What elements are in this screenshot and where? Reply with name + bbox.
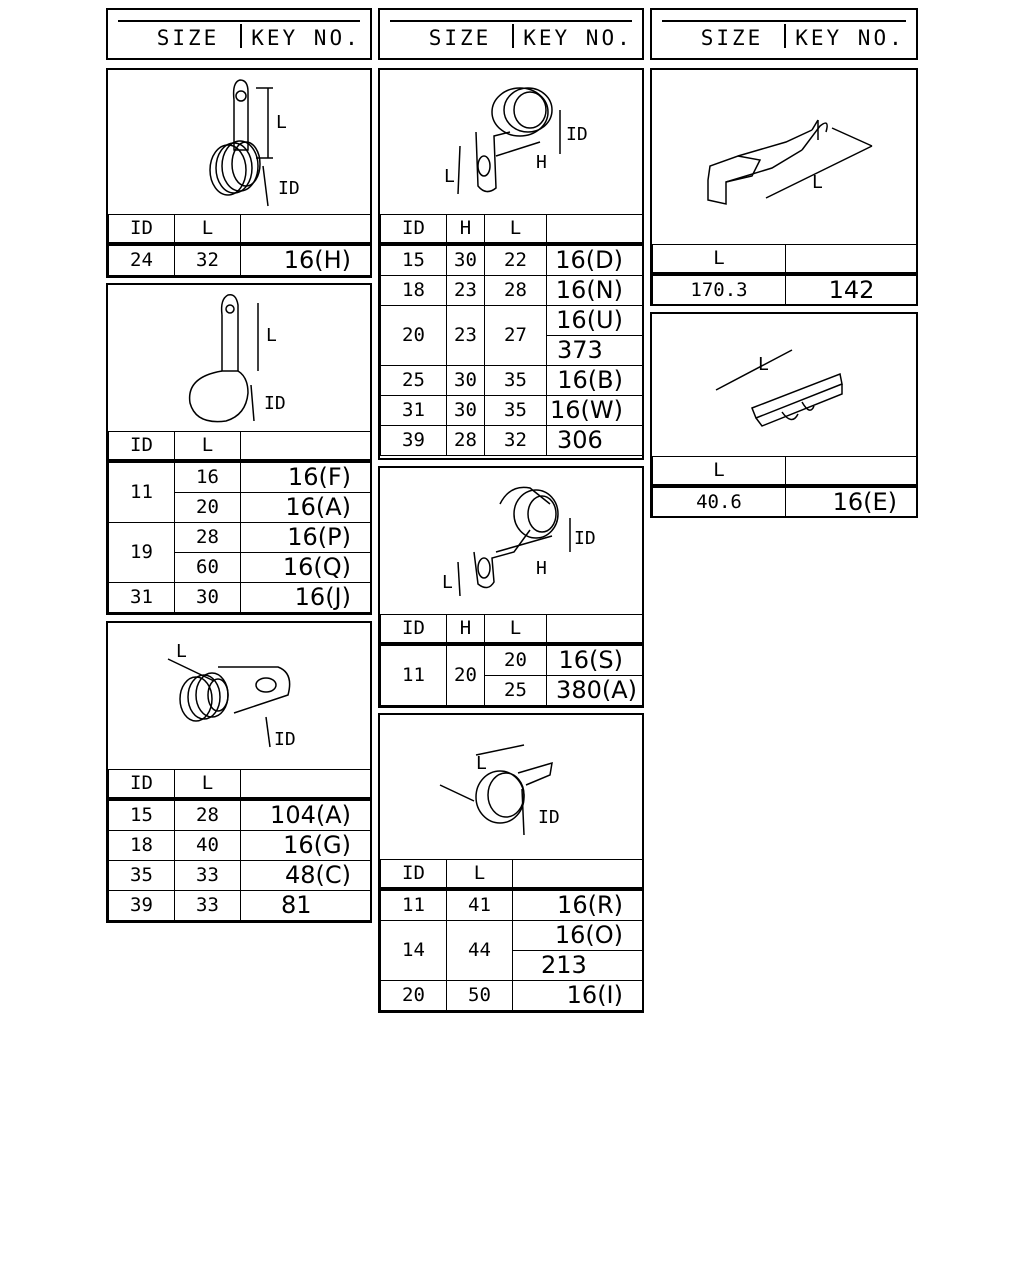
table-cell: 170.3 xyxy=(653,274,786,306)
table-cell xyxy=(547,615,644,645)
table-row xyxy=(381,396,644,426)
h-dimension-label: H xyxy=(536,152,547,173)
l-col-header: L xyxy=(175,215,241,245)
table-cell: 16(Q) xyxy=(241,553,372,583)
h-dimension-label: H xyxy=(536,558,547,579)
table-cell: H xyxy=(447,615,485,645)
table-cell: 18 xyxy=(381,276,447,306)
table-cell: 30 xyxy=(447,396,485,426)
table-cell: 39 xyxy=(109,891,175,921)
table-cell: 104(A) xyxy=(241,799,372,831)
table-cell: 31 xyxy=(109,583,175,613)
id-dimension-label: ID xyxy=(538,807,560,828)
clip-drawing xyxy=(380,70,642,216)
table-row xyxy=(109,891,372,921)
clip-drawing xyxy=(108,623,370,769)
table-cell: 22 xyxy=(485,244,547,276)
l-dimension-label: L xyxy=(276,112,287,133)
table-row xyxy=(109,523,372,553)
clip-drawing xyxy=(652,314,916,456)
l-dimension-label: L xyxy=(444,166,455,187)
table-cell: 30 xyxy=(175,583,241,613)
table-cell: L xyxy=(175,770,241,800)
table-cell: 33 xyxy=(175,861,241,891)
clip-panel-c3-2 xyxy=(650,312,918,518)
l-dimension-label: L xyxy=(758,354,769,375)
table-cell: 60 xyxy=(175,553,241,583)
table-cell: 16(W) xyxy=(547,396,644,426)
l-dimension-label: L xyxy=(812,172,823,193)
key-no-header: KEY NO. xyxy=(795,26,905,50)
table-cell: ID xyxy=(381,215,447,245)
table-cell: ID xyxy=(381,615,447,645)
table-cell: 33 xyxy=(175,891,241,921)
table-cell: 16(J) xyxy=(241,583,372,613)
table-cell: ID xyxy=(109,432,175,462)
l-dimension-label: L xyxy=(442,572,453,593)
id-dimension-label: ID xyxy=(566,124,588,145)
clip-figure xyxy=(380,468,642,614)
table-cell: 50 xyxy=(447,981,513,1011)
table-cell: 16(G) xyxy=(241,831,372,861)
table-cell: 16(P) xyxy=(241,523,372,553)
table-cell: 16(I) xyxy=(513,981,644,1011)
table-row xyxy=(381,276,644,306)
table-cell: 30 xyxy=(447,244,485,276)
table-cell: 16(A) xyxy=(241,493,372,523)
table-cell: 40 xyxy=(175,831,241,861)
clip-drawing xyxy=(108,285,370,431)
table-cell: ID xyxy=(381,860,447,890)
table-cell: 16(F) xyxy=(241,461,372,493)
table-cell: L xyxy=(653,457,786,487)
table-cell: 25 xyxy=(381,366,447,396)
size-table xyxy=(380,214,644,456)
clip-figure xyxy=(380,70,642,216)
clip-panel-c1-3 xyxy=(106,621,372,923)
table-cell: 16(D) xyxy=(547,244,644,276)
table-cell xyxy=(786,245,918,275)
id-col-header: ID xyxy=(109,215,175,245)
key-col-header xyxy=(241,215,372,245)
header-col1 xyxy=(106,8,372,60)
table-cell: H xyxy=(447,215,485,245)
id-dimension-label: ID xyxy=(278,178,300,199)
table-cell: 23 xyxy=(447,306,485,366)
table-cell: 30 xyxy=(447,366,485,396)
clip-drawing xyxy=(652,70,916,244)
table-cell: 28 xyxy=(175,799,241,831)
table-cell: 373 xyxy=(547,336,644,366)
table-cell: 23 xyxy=(447,276,485,306)
table-cell: 24 xyxy=(109,244,175,276)
key-no-header: KEY NO. xyxy=(251,26,361,50)
table-cell: 14 xyxy=(381,921,447,981)
table-cell: L xyxy=(653,245,786,275)
table-cell: 20 xyxy=(175,493,241,523)
table-cell: 32 xyxy=(175,244,241,276)
clip-figure xyxy=(108,70,370,216)
table-cell: 41 xyxy=(447,889,513,921)
table-row xyxy=(381,921,644,951)
table-cell: 16(N) xyxy=(547,276,644,306)
table-cell xyxy=(241,770,372,800)
size-header: SIZE xyxy=(156,26,220,50)
table-cell: 20 xyxy=(447,644,485,706)
table-cell: 31 xyxy=(381,396,447,426)
table-cell: 20 xyxy=(485,644,547,676)
size-table xyxy=(652,244,918,306)
header-col3 xyxy=(650,8,918,60)
table-row xyxy=(109,861,372,891)
table-cell: 16(U) xyxy=(547,306,644,336)
table-cell: ID xyxy=(109,770,175,800)
table-row xyxy=(381,366,644,396)
l-dimension-label: L xyxy=(476,753,487,774)
table-row xyxy=(109,461,372,493)
table-cell: 213 xyxy=(513,951,644,981)
id-dimension-label: ID xyxy=(274,729,296,750)
table-cell: 18 xyxy=(109,831,175,861)
clip-panel-c2-1 xyxy=(378,68,644,460)
table-cell: 16(S) xyxy=(547,644,644,676)
table-cell: L xyxy=(485,215,547,245)
table-cell: 11 xyxy=(381,644,447,706)
table-cell: L xyxy=(175,432,241,462)
table-cell: 380(A) xyxy=(547,676,644,706)
table-cell: 11 xyxy=(109,461,175,523)
table-cell: L xyxy=(447,860,513,890)
table-cell: 25 xyxy=(485,676,547,706)
table-cell: 20 xyxy=(381,981,447,1011)
size-table xyxy=(108,214,372,276)
table-cell: 11 xyxy=(381,889,447,921)
clip-drawing xyxy=(380,468,642,614)
table-cell: 35 xyxy=(485,396,547,426)
table-cell: 15 xyxy=(109,799,175,831)
clip-figure xyxy=(652,70,916,244)
table-cell: 19 xyxy=(109,523,175,583)
table-cell: 27 xyxy=(485,306,547,366)
table-cell: 48(C) xyxy=(241,861,372,891)
table-cell xyxy=(241,432,372,462)
table-cell: 142 xyxy=(786,274,918,306)
table-cell: 39 xyxy=(381,426,447,456)
table-row xyxy=(381,644,644,676)
l-dimension-label: L xyxy=(176,641,187,662)
table-cell: 16(H) xyxy=(241,244,372,276)
table-row xyxy=(109,799,372,831)
table-row xyxy=(109,583,372,613)
table-row xyxy=(381,306,644,336)
clip-drawing xyxy=(380,715,642,861)
table-cell xyxy=(786,457,918,487)
clip-figure xyxy=(108,285,370,431)
clip-drawing xyxy=(108,70,370,216)
table-cell: 28 xyxy=(447,426,485,456)
size-table xyxy=(108,431,372,613)
table-row xyxy=(109,831,372,861)
table-cell: 16 xyxy=(175,461,241,493)
table-cell: 16(B) xyxy=(547,366,644,396)
key-no-header: KEY NO. xyxy=(523,26,633,50)
clip-panel-c1-1 xyxy=(106,68,372,278)
size-header: SIZE xyxy=(428,26,492,50)
table-cell: 35 xyxy=(485,366,547,396)
table-row xyxy=(653,486,918,518)
table-row xyxy=(109,244,372,276)
id-dimension-label: ID xyxy=(574,528,596,549)
clip-figure xyxy=(380,715,642,861)
table-cell: 20 xyxy=(381,306,447,366)
id-dimension-label: ID xyxy=(264,393,286,414)
l-dimension-label: L xyxy=(266,325,277,346)
table-row xyxy=(653,274,918,306)
table-row xyxy=(381,244,644,276)
clip-panel-c1-2 xyxy=(106,283,372,615)
clip-panel-c2-2 xyxy=(378,466,644,708)
size-header: SIZE xyxy=(700,26,764,50)
table-cell: 306 xyxy=(547,426,644,456)
clip-figure xyxy=(108,623,370,769)
table-cell: 16(R) xyxy=(513,889,644,921)
table-row xyxy=(381,981,644,1011)
clip-figure xyxy=(652,314,916,456)
table-cell: 16(O) xyxy=(513,921,644,951)
size-table xyxy=(380,614,644,706)
size-table xyxy=(652,456,918,518)
header-col2 xyxy=(378,8,644,60)
table-cell: 32 xyxy=(485,426,547,456)
table-cell: 15 xyxy=(381,244,447,276)
table-cell: 44 xyxy=(447,921,513,981)
table-cell: 16(E) xyxy=(786,486,918,518)
size-table xyxy=(380,859,644,1011)
table-cell xyxy=(547,215,644,245)
table-cell: 81 xyxy=(241,891,372,921)
clip-panel-c3-1 xyxy=(650,68,918,306)
table-cell xyxy=(513,860,644,890)
table-row xyxy=(381,426,644,456)
table-cell: 35 xyxy=(109,861,175,891)
table-row xyxy=(381,889,644,921)
clip-panel-c2-3 xyxy=(378,713,644,1013)
size-table xyxy=(108,769,372,921)
table-cell: 28 xyxy=(485,276,547,306)
table-cell: 40.6 xyxy=(653,486,786,518)
table-cell: L xyxy=(485,615,547,645)
table-cell: 28 xyxy=(175,523,241,553)
